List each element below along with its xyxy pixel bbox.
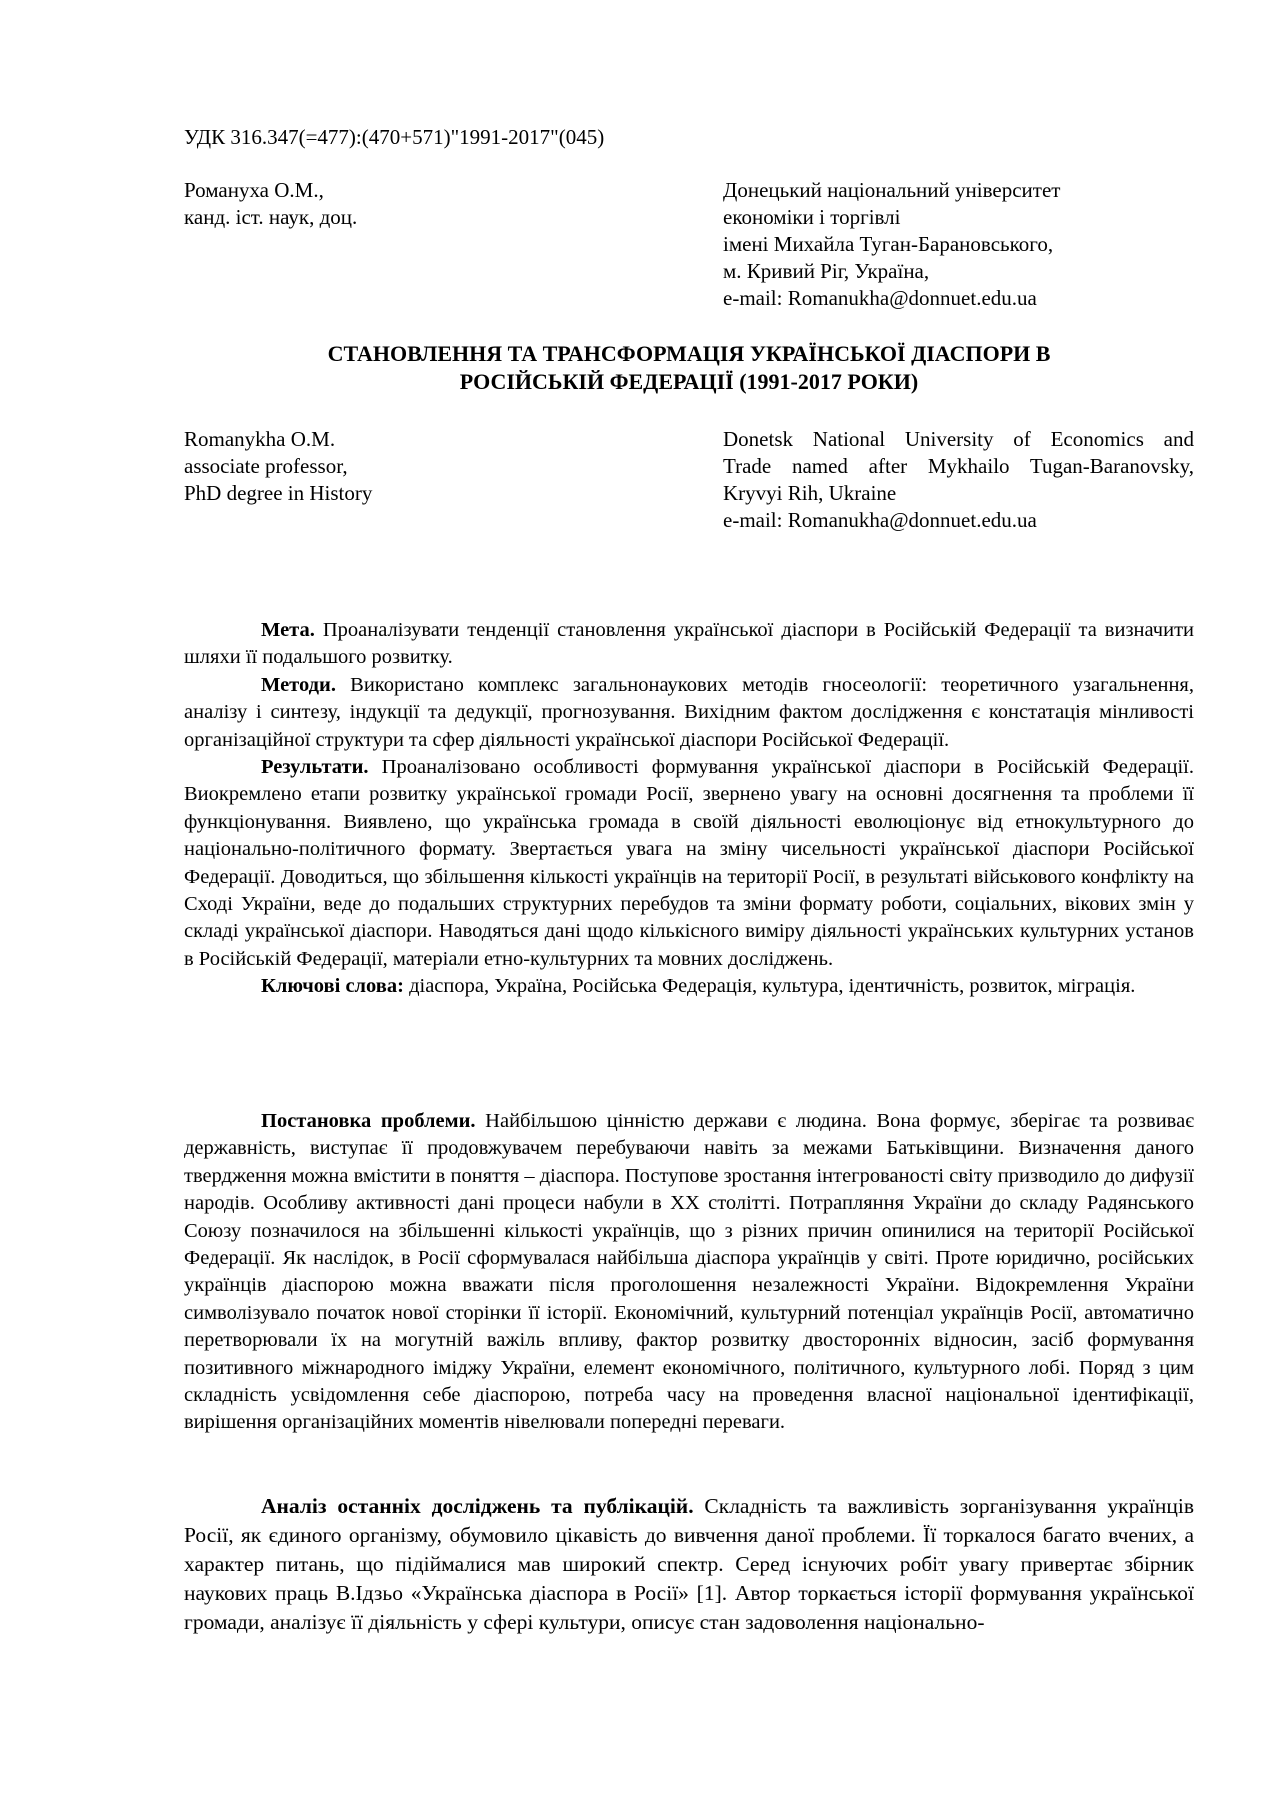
affiliation-en-line: Donetsk National University of Economics and [723, 427, 1194, 451]
affiliation-ua-line: імені Михайла Туган-Барановського, [723, 232, 1054, 256]
keywords-text: діаспора, Україна, Російська Федерація, культура, ідентичність, розвиток, міграція. [403, 975, 1136, 998]
problem-text: Найбільшою цінністю держави є людина. Вона формує, зберігає та розвиває державність, виступає її продовжувачем перебуваючи навіть за межами Батьківщини. Визначення даного твердження можна вмістити в поняття – діаспора. Поступове зростання інтегрованості світу призводило до дифузії народів. Особливу активності дані процеси набули в XX столітті. Потрапляння України до складу Радянського Союзу позначилося на збільшенні кількості українців, що з різних причин опинилися на території Російської Федерації. Як наслідок, в Росії сформувалася найбільша діаспора українців у світі. Проте юридично, російських українців діаспорою можна вважати після проголошення незалежності України. Відокремлення України символізувало початок нової сторінки її історії. Економічний, культурний потенціал українців Росії, автоматично перетворювали їх на могутній важіль впливу, фактор розвитку двосторонніх відносин, засіб формування позитивного міжнародного іміджу України, елемент економічного, політичного, культурного лобі. Поряд з цим складність усвідомлення себе діаспорою, потреба часу на проведення власної національної ідентифікації, вирішення організаційних моментів нівелювали попередні переваги. [184, 1110, 1194, 1434]
analysis-paragraph [184, 1492, 1194, 1637]
results-text: Проаналізовано особливості формування української діаспори в Російській Федерації. Виокремлено етапи розвитку української громади Росії, звернено увагу на основні досягнення та проблеми її функціонування. Виявлено, що українська громада в своїй діяльності еволюціонує від етнокультурного до національно-політичного формату. Звертається увага на зміну чисельності української діаспори Російської Федерації. Доводиться, що збільшення кількості українців на території Росії, в результаті військового конфлікту на Сході України, веде до подальших структурних перебудов та зміни формату роботи, соціальних, вікових змін у складі української діаспори. Наводяться дані щодо кількісного виміру діяльності українських культурних установ в Російській Федерації, матеріали етно-культурних та мовних досліджень. [184, 756, 1194, 970]
affiliation-ua-line: Донецький національний університет [723, 178, 1061, 202]
section-problem [184, 1108, 1194, 1437]
abstract [184, 617, 1194, 1001]
abstract-goal [184, 617, 1194, 672]
udc-code: УДК 316.347(=477):(470+571)"1991-2017"(045) [184, 125, 605, 149]
section-analysis [184, 1492, 1194, 1637]
methods-label: Методи. [261, 673, 336, 696]
affiliation-ua-line: м. Кривий Ріг, Україна, [723, 259, 930, 283]
goal-text: Проаналізувати тенденції становлення української діаспори в Російській Федерації та визначити шляхи її подальшого розвитку. [184, 619, 1194, 669]
methods-text: Використано комплекс загальнонаукових методів гносеології: теоретичного узагальнення, аналізу і синтезу, індукції та дедукції, прогнозування. Вихідним фактом дослідження є констатація мінливості організаційної структури та сфер діяльності української діаспори Російської Федерації. [184, 673, 1194, 751]
affiliation-ua-email: e-mail: Romanukha@donnuet.edu.ua [723, 286, 1037, 310]
problem-paragraph [184, 1108, 1194, 1437]
affiliation-ua-line: економіки і торгівлі [723, 205, 901, 229]
problem-label: Постановка проблеми. [261, 1110, 476, 1132]
paper-title-line: РОСІЙСЬКІЙ ФЕДЕРАЦІЇ (1991-2017 РОКИ) [459, 369, 919, 394]
author-ua-name: Романуха О.М., [184, 178, 324, 202]
author-en-line: associate professor, [184, 454, 348, 478]
author-ua [184, 177, 664, 231]
paper-title-line: СТАНОВЛЕННЯ ТА ТРАНСФОРМАЦІЯ УКРАЇНСЬКОЇ ДІАСПОРИ В [327, 341, 1051, 366]
analysis-text: Складність та важливість зорганізування українців Росії, як єдиного організму, обумовило цікавість до вивчення даної проблеми. Її торкалося багато вчених, а характер питань, що підіймалися мав широкий спектр. Серед існуючих робіт увагу привертає збірник наукових праць В.Ідзьо «Українська діаспора в Росії» [1]. Автор торкається історії формування української громади, аналізує її діяльність у сфері культури, описує стан задоволення національно- [184, 1494, 1194, 1634]
analysis-label: Аналіз останніх досліджень та публікацій. [261, 1494, 694, 1518]
affiliation-en-line: Kryvyi Rih, Ukraine [723, 481, 897, 505]
author-en-line: PhD degree in History [184, 481, 373, 505]
affiliation-en [723, 426, 1194, 534]
abstract-keywords [184, 973, 1194, 1000]
paper-title [184, 340, 1194, 396]
abstract-results [184, 754, 1194, 973]
author-en [184, 426, 664, 507]
author-ua-degree: канд. іст. наук, доц. [184, 205, 358, 229]
abstract-methods [184, 672, 1194, 754]
results-label: Результати. [261, 756, 369, 779]
affiliation-ua [723, 177, 1194, 312]
goal-label: Мета. [261, 619, 315, 641]
affiliation-en-email: e-mail: Romanukha@donnuet.edu.ua [723, 508, 1037, 532]
keywords-label: Ключові слова: [261, 975, 404, 998]
author-en-line: Romanykha O.M. [184, 427, 336, 451]
affiliation-en-line: Trade named after Mykhailo Tugan-Baranovsky, [723, 454, 1194, 478]
